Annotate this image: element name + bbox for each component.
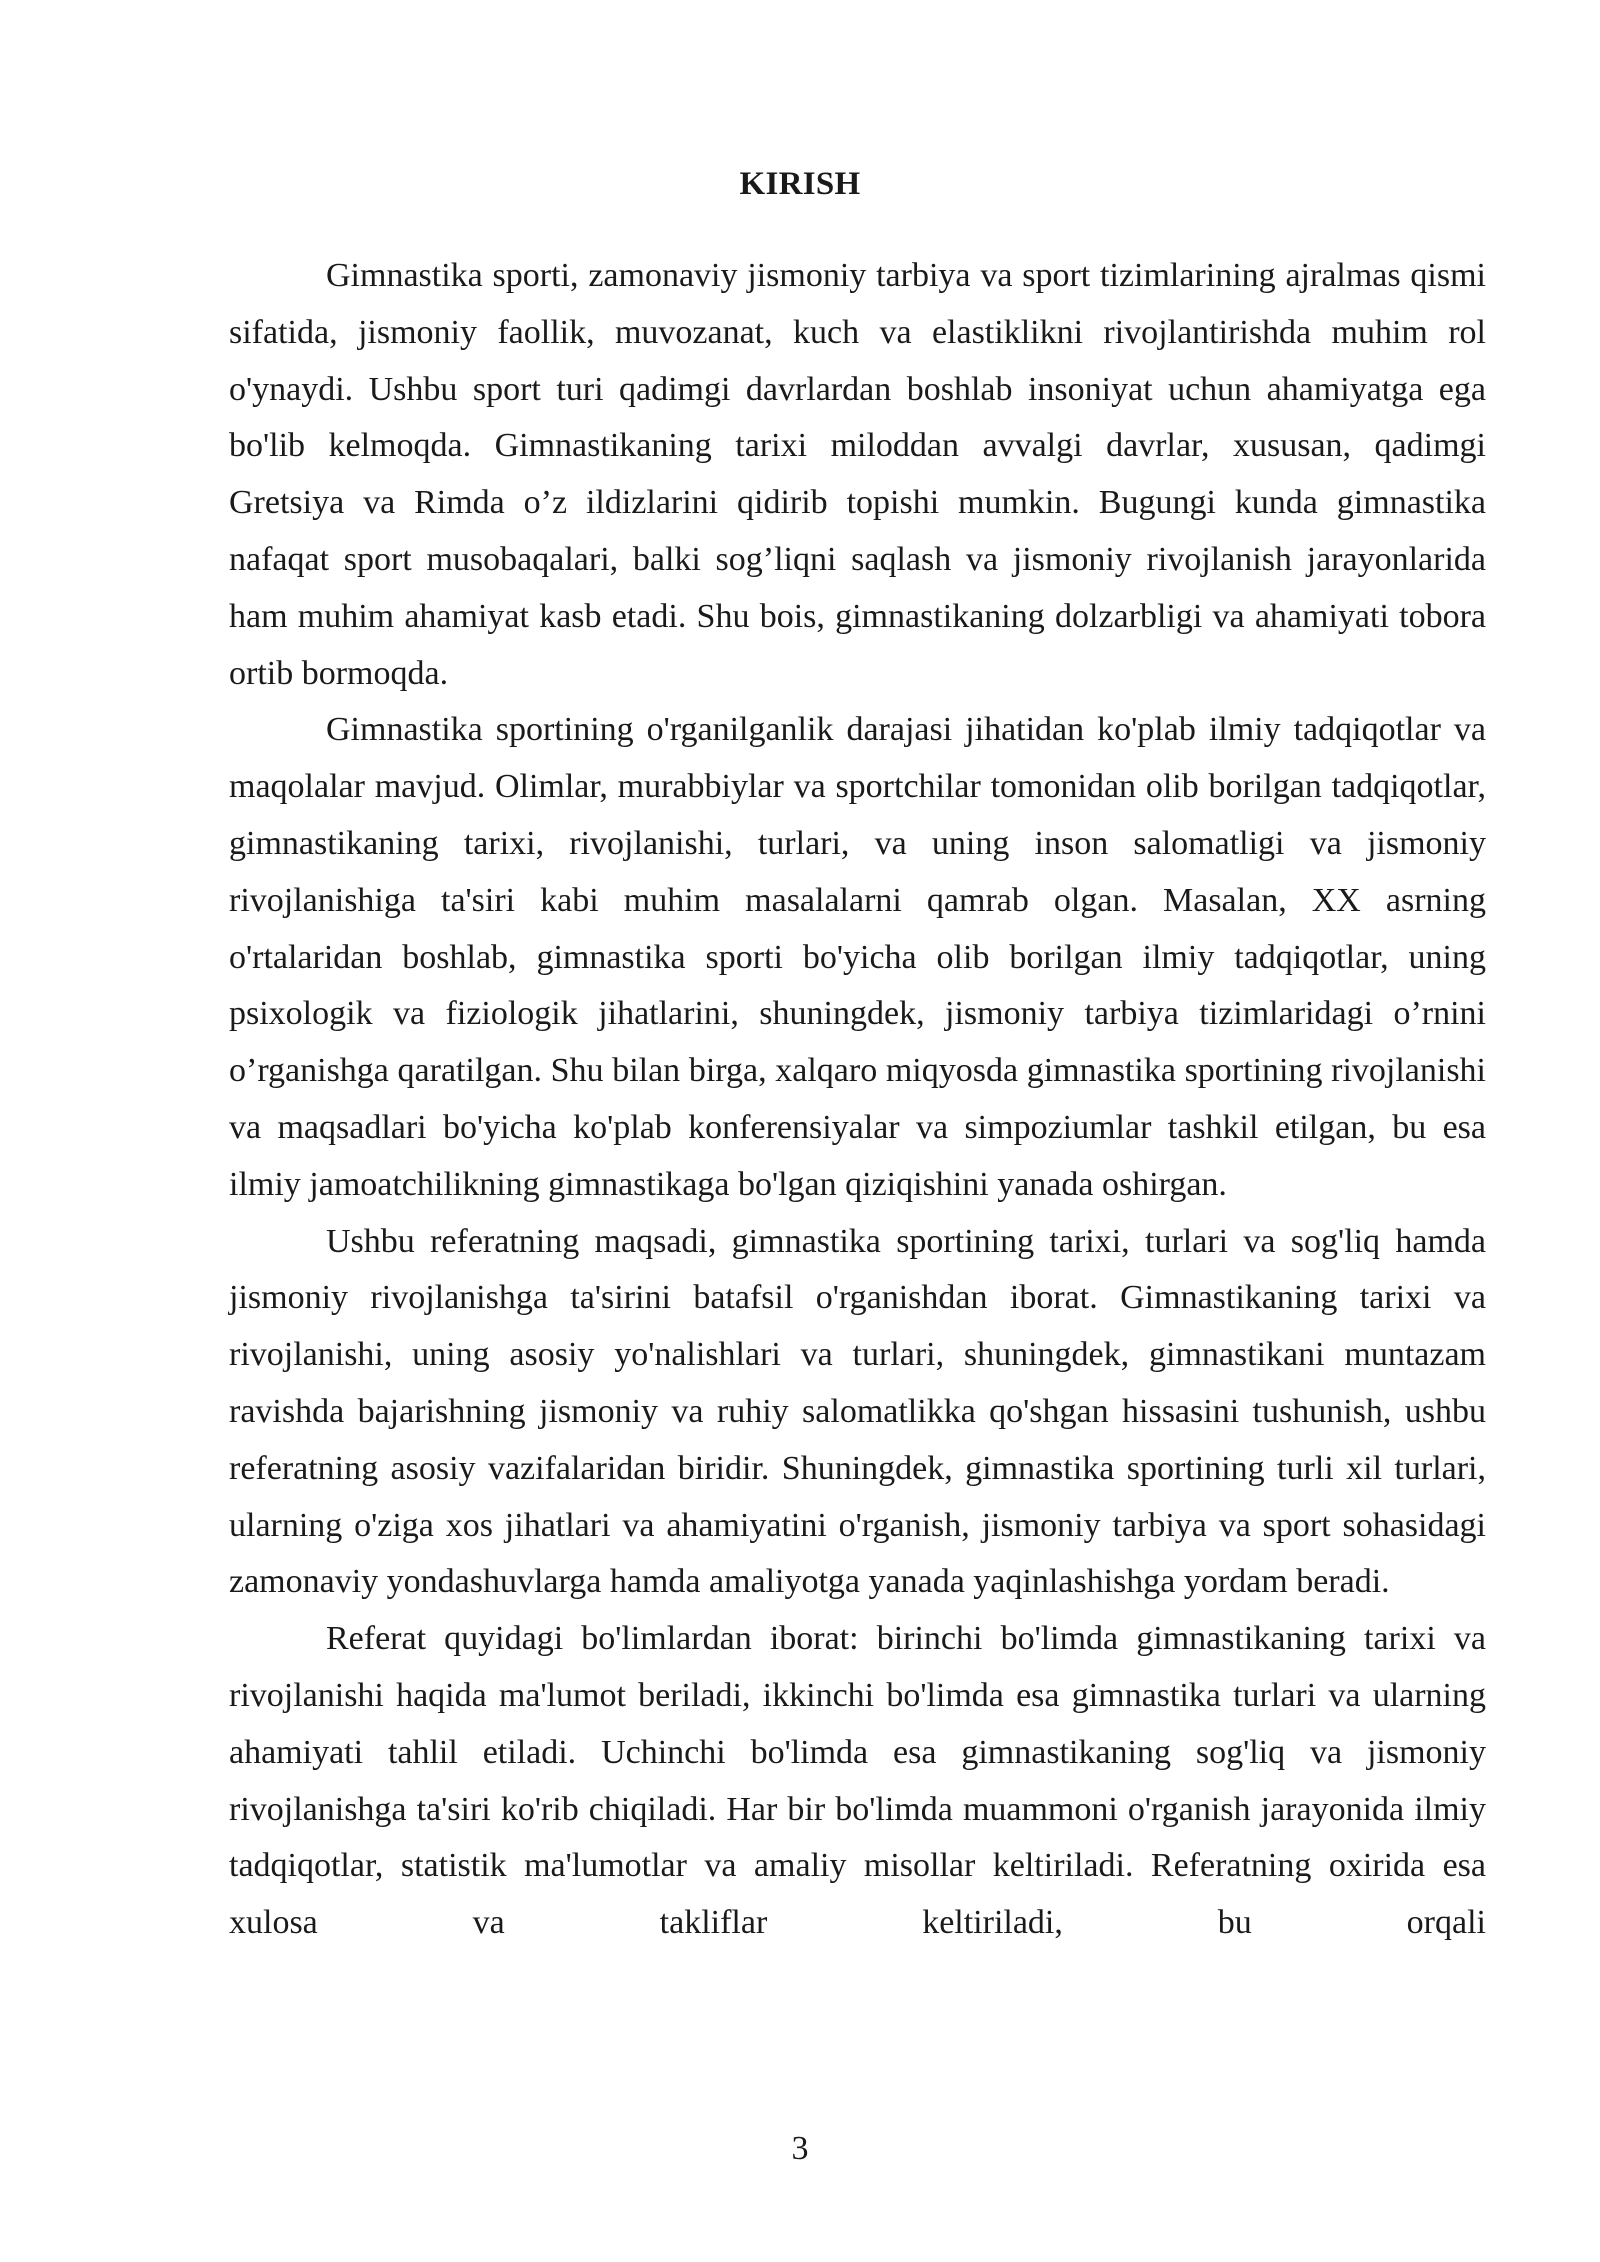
page-number: 3 [791,2130,809,2167]
section-heading: KIRISH [739,166,861,202]
paragraph-purpose: Ushbu referatning maqsadi, gimnastika sportining tarixi, turlari va sog'liq hamda jismoniy rivojlanishga ta'sirini batafsil o'rganishdan iborat. Gimnastikaning tarixi va rivojlanishi, uning asosiy yo'nalishlari va turlari, shuningdek, gimnastikani muntazam ravishda bajarishning jismoniy va ruhiy salomatlikka qo'shgan hissasini tushunish, ushbu referatning asosiy vazifalaridan biridir. Shuningdek, gimnastika sportining turli xil turlari, ularning o'ziga xos jihatlari va ahamiyatini o'rganish, jismoniy tarbiya va sport sohasidagi zamonaviy yondashuvlarga hamda amaliyotga yanada yaqinlashishga yordam beradi. [229,1222,1486,1601]
body-text [229,248,1486,1952]
paragraph-research-status: Gimnastika sportining o'rganilganlik darajasi jihatidan ko'plab ilmiy tadqiqotlar va maqolalar mavjud. Olimlar, murabbiylar va sportchilar tomonidan olib borilgan tadqiqotlar, gimnastikaning tarixi, rivojlanishi, turlari, va uning inson salomatligi va jismoniy rivojlanishiga ta'siri kabi muhim masalalarni qamrab olgan. Masalan, XX asrning o'rtalaridan boshlab, gimnastika sporti bo'yicha olib borilgan ilmiy tadqiqotlar, uning psixologik va fiziologik jihatlarini, shuningdek, jismoniy tarbiya tizimlaridagi o’rnini o’rganishga qaratilgan. Shu bilan birga, xalqaro miqyosda gimnastika sportining rivojlanishi va maqsadlari bo'yicha ko'plab konferensiyalar va simpoziumlar tashkil etilgan, bu esa ilmiy jamoatchilikning gimnastikaga bo'lgan qiziqishini yanada oshirgan. [229,711,1486,1203]
paragraph-structure: Referat quyidagi bo'limlardan iborat: birinchi bo'limda gimnastikaning tarixi va rivojlanishi haqida ma'lumot beriladi, ikkinchi bo'limda esa gimnastika turlari va ularning ahamiyati tahlil etiladi. Uchinchi bo'limda esa gimnastikaning sog'liq va jismoniy rivojlanishga ta'siri ko'rib chiqiladi. Har bir bo'limda muammoni o'rganish jarayonida ilmiy tadqiqotlar, statistik ma'lumotlar va amaliy misollar keltiriladi. Referatning oxirida esa xulosa va takliflar keltiriladi, bu orqali [229,1620,1486,1942]
paragraph-introduction: Gimnastika sporti, zamonaviy jismoniy tarbiya va sport tizimlarining ajralmas qismi sifatida, jismoniy faollik, muvozanat, kuch va elastiklikni rivojlantirishda muhim rol o'ynaydi. Ushbu sport turi qadimgi davrlardan boshlab insoniyat uchun ahamiyatga ega bo'lib kelmoqda. Gimnastikaning tarixi miloddan avvalgi davrlar, xususan, qadimgi Gretsiya va Rimda o’z ildizlarini qidirib topishi mumkin. Bugungi kunda gimnastika nafaqat sport musobaqalari, balki sog’liqni saqlash va jismoniy rivojlanish jarayonlarida ham muhim ahamiyat kasb etadi. Shu bois, gimnastikaning dolzarbligi va ahamiyati tobora ortib bormoqda. [229,257,1486,692]
